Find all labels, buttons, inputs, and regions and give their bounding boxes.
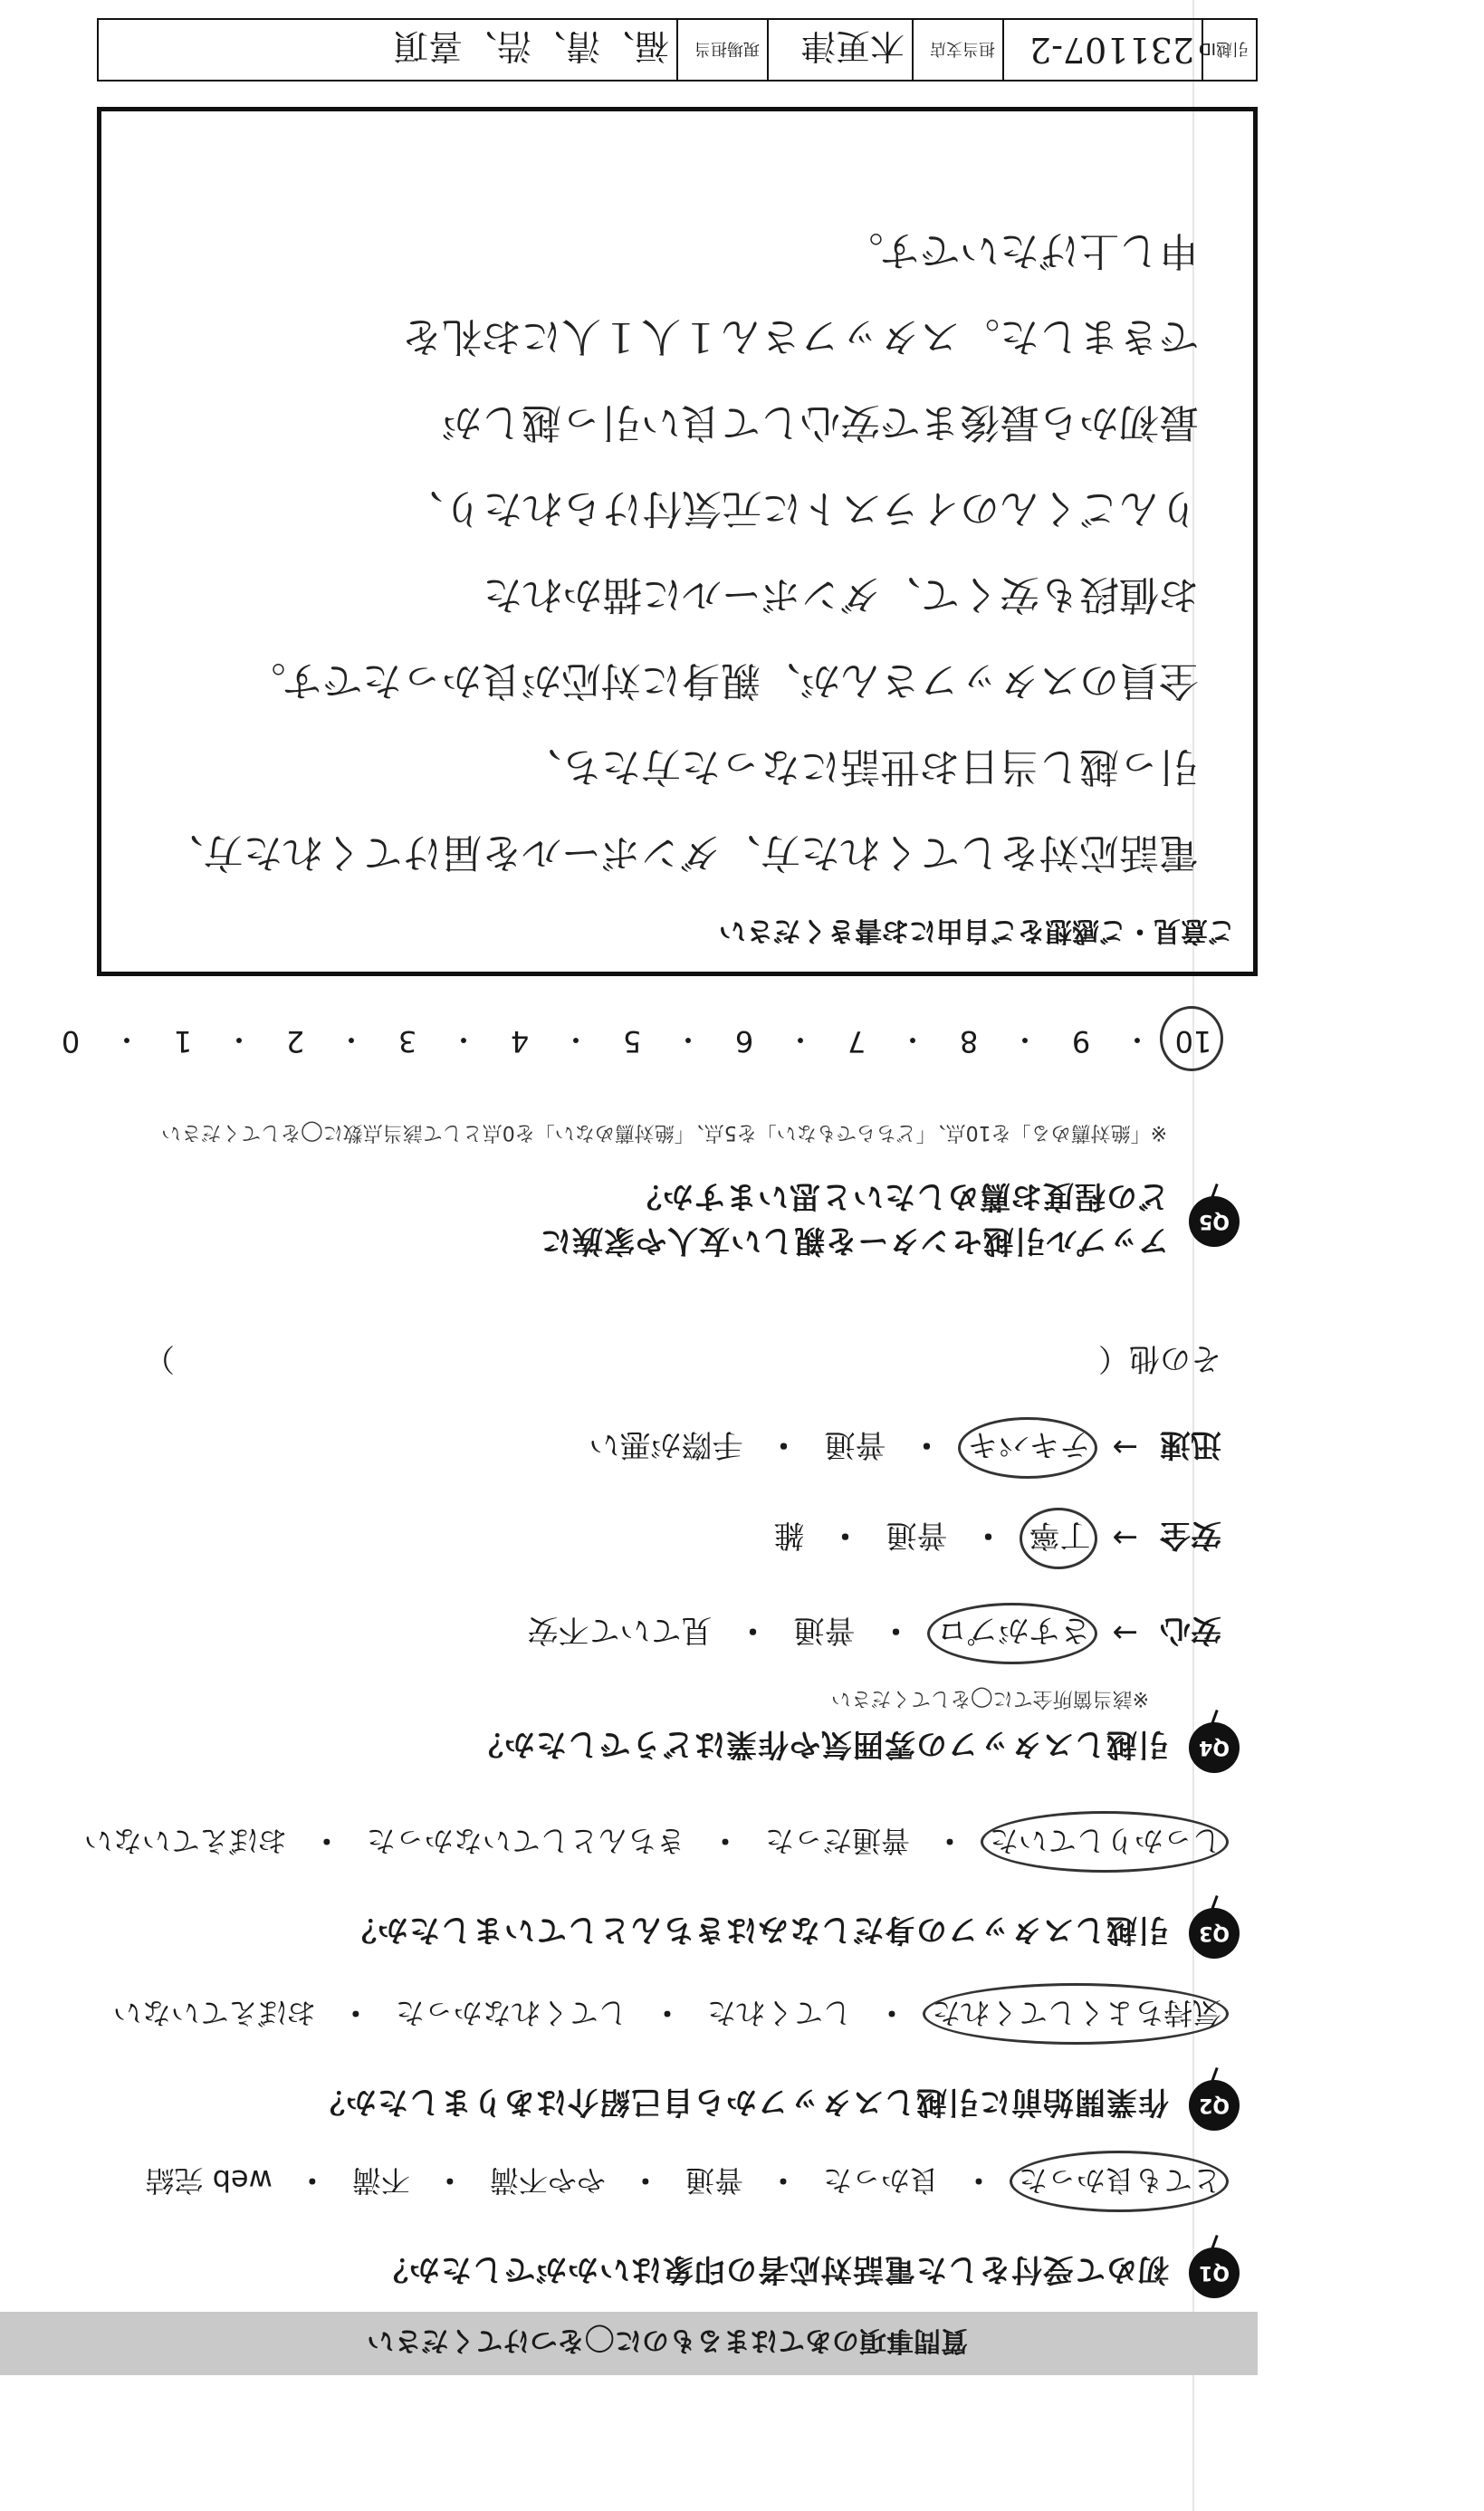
- branch-value: 木更津: [767, 20, 912, 80]
- arrow-icon: →: [1112, 1519, 1138, 1557]
- q3-option[interactable]: 普通だった: [764, 1824, 910, 1858]
- comment-line: 電話応対をしてくれた方、ダンボールを届けてくれた方、: [163, 829, 1199, 876]
- scale-option[interactable]: 8: [959, 1024, 979, 1059]
- q5-scale: 10 ・ 9 ・ 8 ・ 7 ・ 6 ・ 5 ・ 4 ・ 3 ・ 2 ・ 1 ・ 0: [43, 1021, 1221, 1062]
- q2-badge: Q2: [1189, 2080, 1240, 2131]
- q1-option[interactable]: 普通: [685, 2163, 743, 2198]
- criterion-label: 安全: [1160, 1517, 1221, 1553]
- q5-note: ※「絶対薦める」を10点、「どちらでもない」を5点、「絶対薦めない」を0点として該当点数に◯をしてください: [161, 1121, 1167, 1144]
- q3-option[interactable]: きちんとしていなかった: [366, 1824, 685, 1858]
- q1-text: 初めて受付をした電話対応者の印象はいかがでしたか？: [377, 2251, 1169, 2288]
- criterion-option[interactable]: 手際が悪い: [589, 1426, 743, 1462]
- q5-text-line1: アップル引越センターを親しい友人や家族に: [540, 1222, 1169, 1259]
- survey-paper: [61, 0, 1258, 2511]
- q4-other: [144, 1339, 1221, 1384]
- id-value: 231107-2: [1002, 20, 1202, 80]
- criterion-option[interactable]: テキパキ: [968, 1425, 1091, 1470]
- scale-option[interactable]: 2: [285, 1024, 305, 1059]
- scale-option[interactable]: 5: [622, 1024, 642, 1059]
- id-label: 引越ID: [1202, 20, 1256, 80]
- staff-value: 福、清、浩、喜頂: [393, 26, 669, 67]
- comments-title: ご意見・ご感想をご自由にお書きください: [719, 915, 1235, 946]
- q5-badge: Q5: [1189, 1196, 1240, 1247]
- scale-option[interactable]: 1: [173, 1024, 193, 1059]
- branch-label: 担当支店: [912, 20, 1002, 80]
- comment-line: 全員のスタッフさんが、親身に対応が良かったです。: [245, 657, 1199, 704]
- comment-line: できました。スタッフさん１人１人にお礼を: [402, 313, 1199, 359]
- q2-option[interactable]: 気持ちよくしてくれた: [932, 1994, 1221, 2036]
- q3-options: しっかりしていた ・ 普通だった ・ きちんとしていなかった ・ おぼえていない: [84, 1822, 1221, 1864]
- q2-options: 気持ちよくしてくれた ・ してくれた ・ してくれなかった ・ おぼえていない: [113, 1994, 1221, 2036]
- question-5: [540, 1177, 1240, 1266]
- staff-label: 現場担当: [676, 20, 767, 80]
- q1-option[interactable]: web 完結: [145, 2163, 273, 2198]
- criterion-option[interactable]: 雑: [773, 1517, 805, 1553]
- q4-criterion: 安心 → さすがプロ ・ 普通 ・ 見ていて不安: [528, 1611, 1222, 1655]
- q4-note: ※該当箇所全てに◯をしてください: [830, 1687, 1149, 1710]
- q1-badge: Q1: [1189, 2247, 1240, 2298]
- question-2: [313, 2080, 1240, 2131]
- scale-option[interactable]: 10: [1165, 1024, 1221, 1059]
- q4-criterion: 安全 → 丁寧 ・ 普通 ・ 雑: [774, 1516, 1222, 1560]
- scale-option[interactable]: 6: [734, 1024, 754, 1059]
- question-3: [345, 1908, 1240, 1959]
- comments-box[interactable]: [97, 107, 1258, 976]
- arrow-icon: →: [1112, 1429, 1138, 1466]
- criterion-option[interactable]: さすがプロ: [937, 1611, 1091, 1655]
- q2-option[interactable]: してくれた: [706, 1996, 852, 2030]
- scale-option[interactable]: 3: [397, 1024, 417, 1059]
- scale-option[interactable]: 9: [1071, 1024, 1091, 1059]
- criterion-option[interactable]: 普通: [824, 1426, 886, 1462]
- instruction-banner: 質問事項のあてはまるものに◯をつけてください: [0, 2312, 1258, 2375]
- comment-line: 引っ越し当日お世話になった方たち、: [522, 743, 1199, 790]
- criterion-option[interactable]: 普通: [793, 1612, 856, 1648]
- criterion-option[interactable]: 普通: [886, 1517, 948, 1553]
- q2-option[interactable]: おぼえていない: [112, 1996, 316, 2030]
- criterion-option[interactable]: 丁寧: [1029, 1516, 1091, 1560]
- q1-option[interactable]: 不満: [351, 2163, 410, 2198]
- scale-option[interactable]: 4: [510, 1024, 530, 1059]
- comment-line: お値段も安くて、ダンボールに描かれた: [483, 571, 1199, 618]
- criterion-option[interactable]: 見ていて不安: [527, 1612, 713, 1648]
- q4-badge: Q4: [1189, 1722, 1240, 1773]
- q4-text: 引越しスタッフの雰囲気や作業はどうでしたか？: [472, 1726, 1169, 1763]
- q2-option[interactable]: してくれなかった: [395, 1996, 627, 2030]
- q4-criterion: 迅速 → テキパキ ・ 普通 ・ 手際が悪い: [589, 1425, 1222, 1470]
- q1-option[interactable]: 良かった: [822, 2163, 939, 2198]
- other-close: ）: [144, 1340, 175, 1376]
- q3-option[interactable]: しっかりしていた: [990, 1822, 1221, 1864]
- q1-options: とても良かった ・ 良かった ・ 普通 ・ やや不満 ・ 不満 ・ web 完結: [145, 2161, 1221, 2203]
- q1-option[interactable]: とても良かった: [1019, 2161, 1221, 2203]
- question-4: [472, 1722, 1240, 1773]
- criterion-label: 安心: [1160, 1612, 1221, 1648]
- criterion-label: 迅速: [1160, 1426, 1221, 1462]
- comment-line: 最初から最後まで安心して良い引っ越しが: [442, 399, 1199, 446]
- comment-line: 申し上げたいです。: [843, 227, 1199, 273]
- header-strip: [97, 18, 1258, 81]
- q3-option[interactable]: おぼえていない: [83, 1824, 287, 1858]
- scale-option[interactable]: 0: [61, 1024, 81, 1059]
- scale-option[interactable]: 7: [847, 1024, 866, 1059]
- q1-option[interactable]: やや不満: [489, 2163, 606, 2198]
- question-1: [377, 2247, 1240, 2298]
- comment-line: りんごくんのイラストに元気付けられたり、: [403, 485, 1199, 532]
- q3-text: 引越しスタッフの身だしなみはきちんとしていましたか？: [345, 1912, 1169, 1949]
- arrow-icon: →: [1112, 1615, 1138, 1652]
- q3-badge: Q3: [1189, 1908, 1240, 1959]
- other-label: その他（: [1098, 1340, 1221, 1376]
- q5-text-line2: どの程度お薦めしたいと思いますか？: [630, 1178, 1169, 1214]
- q2-text: 作業開始前に引越しスタッフから自己紹介はありましたか？: [313, 2084, 1169, 2121]
